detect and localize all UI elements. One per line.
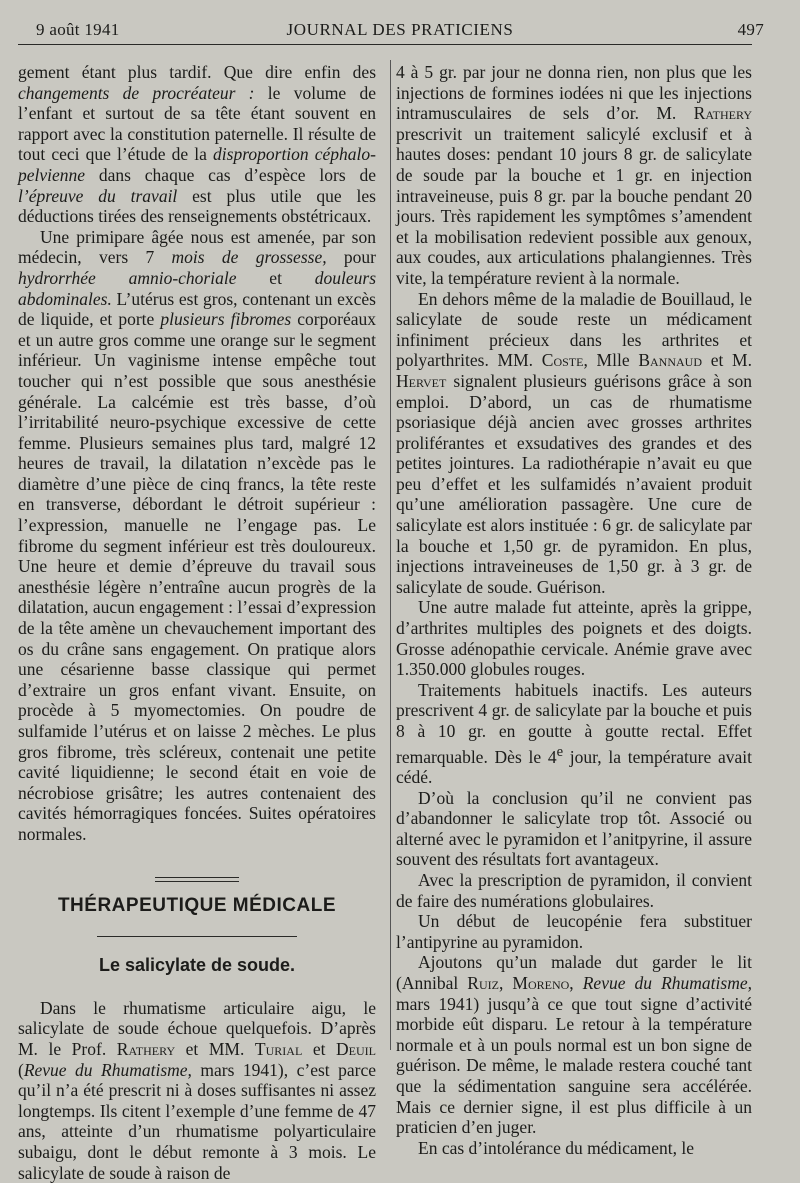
header-page-number: 497 (737, 20, 764, 39)
section-double-rule (155, 877, 239, 882)
paragraph: Traitements habituels inactifs. Les auteurs prescrivent 4 gr. de salicylate par la bouche et puis 8 à 10 gr. en goutte à goutte rectal. Effet remarquable. Dès le 4e jour, la température avait cédé. (396, 679, 752, 788)
paragraph: En cas d’intolérance du médicament, le (418, 1137, 694, 1158)
column-divider (390, 60, 391, 1050)
section-heading-block (18, 877, 376, 976)
paragraph: Un début de leucopénie fera substituer l’antipyrine au pyramidon. (396, 911, 752, 952)
header-rule (18, 44, 752, 45)
paragraph: En dehors même de la maladie de Bouillaud, le salicylate de soude reste un médicament infiniment précieux dans les arthrites et polyarthrites. MM. Coste, Mlle Bannaud et M. Hervet signalent plusieurs guérisons grâce à son emploi. D’abord, un cas de rhumatisme psoriasique déjà ancien avec grosses arthrites proliférantes et exsudatives des grandes et des petites jointures. La radiothérapie n’avait eu que peu d’effet et les sulfamidés n’avaient produit qu’une amélioration passagère. Une cure de salicylate est alors instituée : 6 gr. de salicylate par la bouche et 1,50 gr. de pyramidon. En plus, injections intraveineuses de 1,50 gr. à 3 gr. de salicylate de soude. Guérison. (396, 288, 752, 597)
header-date: 9 août 1941 (36, 20, 120, 39)
paragraph: 4 à 5 gr. par jour ne donna rien, non plus que les injections de formines iodées ni que les injections intramusculaires de sels d’or. M. Rathery prescrivit un traitement salicylé exclusif et à hautes doses: pendant 10 jours 8 gr. de salicylate de soude par la bouche et 1 gr. en injection intraveineuse, puis 8 gr. par la bouche pendant 20 jours. Très rapidement les symptômes s’amendent et la mobilisation redevient possible aux genoux, aux coudes, aux articulations phalangiennes. Très vite, la température revient à la normale. (396, 62, 752, 288)
section-title: THÉRAPEUTIQUE MÉDICALE (57, 894, 337, 916)
right-column (396, 62, 752, 1158)
article-title: Le salicylate de soude. (98, 955, 296, 976)
left-column (18, 62, 376, 1183)
paragraph: Une primipare âgée nous est amenée, par son médecin, vers 7 mois de grossesse, pour hydrorrhée amnio-choriale et douleurs abdominales. L’utérus est gros, contenant un excès de liquide, et porte plusieurs fibromes corporéaux et un autre gros comme une orange sur le segment inférieur. Un vaginisme intense empêche tout toucher qui n’est possible que sous anesthésie générale. La calcémie est très basse, d’où l’irritabilité neuro-psychique excessive de cette femme. Plusieurs semaines plus tard, malgré 12 heures de travail, la dilatation n’excède pas le diamètre d’une pièce de cinq francs, la tête reste en transverse, débordant le détroit supérieur : l’expression, manuelle ne l’engage pas. Le fibrome du segment inférieur est très douloureux. Une heure et demie d’épreuve du travail sous anesthésie légère n’entraîne aucun progrès de la dilatation, aucun engagement : l’essai d’expression de la tête amène un chevauchement important des os du crâne sans engagement. On pratique alors une césarienne basse classique qui permet d’extraire un gros enfant vivant. Ensuite, on procède à 5 myomectomies. On poudre de sulfamide l’utérus et on laisse 2 mèches. Le plus gros fibrome, très scléreux, contenait une petite cavité liquidienne; le second était en voie de nécrobiose grisâtre; les autres contenaient des cavités hémorragiques foncées. Suites opératoires normales. (18, 226, 376, 844)
paragraph: Une autre malade fut atteinte, après la grippe, d’arthrites multiples des poignets et des doigts. Grosse adénopathie cervicale. Anémie grave avec 1.350.000 globules rouges. (396, 597, 752, 680)
subtitle-rule (97, 936, 297, 937)
paragraph: gement étant plus tardif. Que dire enfin des changements de procréateur : le volume de l’enfant et surtout de sa tête étant souvent en rapport avec la constitution paternelle. Il résulte de tout ceci que l’étude de la disproportion céphalo-pelvienne dans chaque cas d’espèce lors de l’épreuve du travail est plus utile que les déductions tirées des renseignements obstétricaux. (18, 62, 377, 227)
header-journal-title: JOURNAL DES PRATICIENS (286, 20, 514, 39)
paragraph: Avec la prescription de pyramidon, il convient de faire des numérations globulaires. (396, 869, 752, 911)
paragraph: Dans le rhumatisme articulaire aigu, le salicylate de soude échoue quelquefois. D’après M. le Prof. Rathery et MM. Turial et Deuil (Revue du Rhumatisme, mars 1941), c’est parce qu’il n’a été prescrit ni à doses suffisantes ni assez longtemps. Ils citent l’exemple d’une femme de 47 ans, atteinte d’un rhumatisme polyarticulaire subaigu, dont le début remonte à 3 mois. Le salicylate de soude à raison de (18, 997, 377, 1183)
paragraph: Ajoutons qu’un malade dut garder le lit (Annibal Ruiz, Moreno, Revue du Rhumatisme, mars 1941) jusqu’à ce que tout signe d’activité morbide eût disparu. Le retour à la température normale et à un pouls normal est un bon signe de guérison. De même, le malade restera couché tant que la sédimentation sanguine sera accélérée. Mais ce dernier signe, il est plus difficile à un praticien d’en juger. (396, 952, 752, 1138)
paragraph: D’où la conclusion qu’il ne convient pas d’abandonner le salicylate trop tôt. Associé ou alterné avec le pyramidon et l’anitpyrine, il assure souvent des résultats fort avantageux. (396, 787, 752, 870)
page-header (36, 18, 764, 42)
